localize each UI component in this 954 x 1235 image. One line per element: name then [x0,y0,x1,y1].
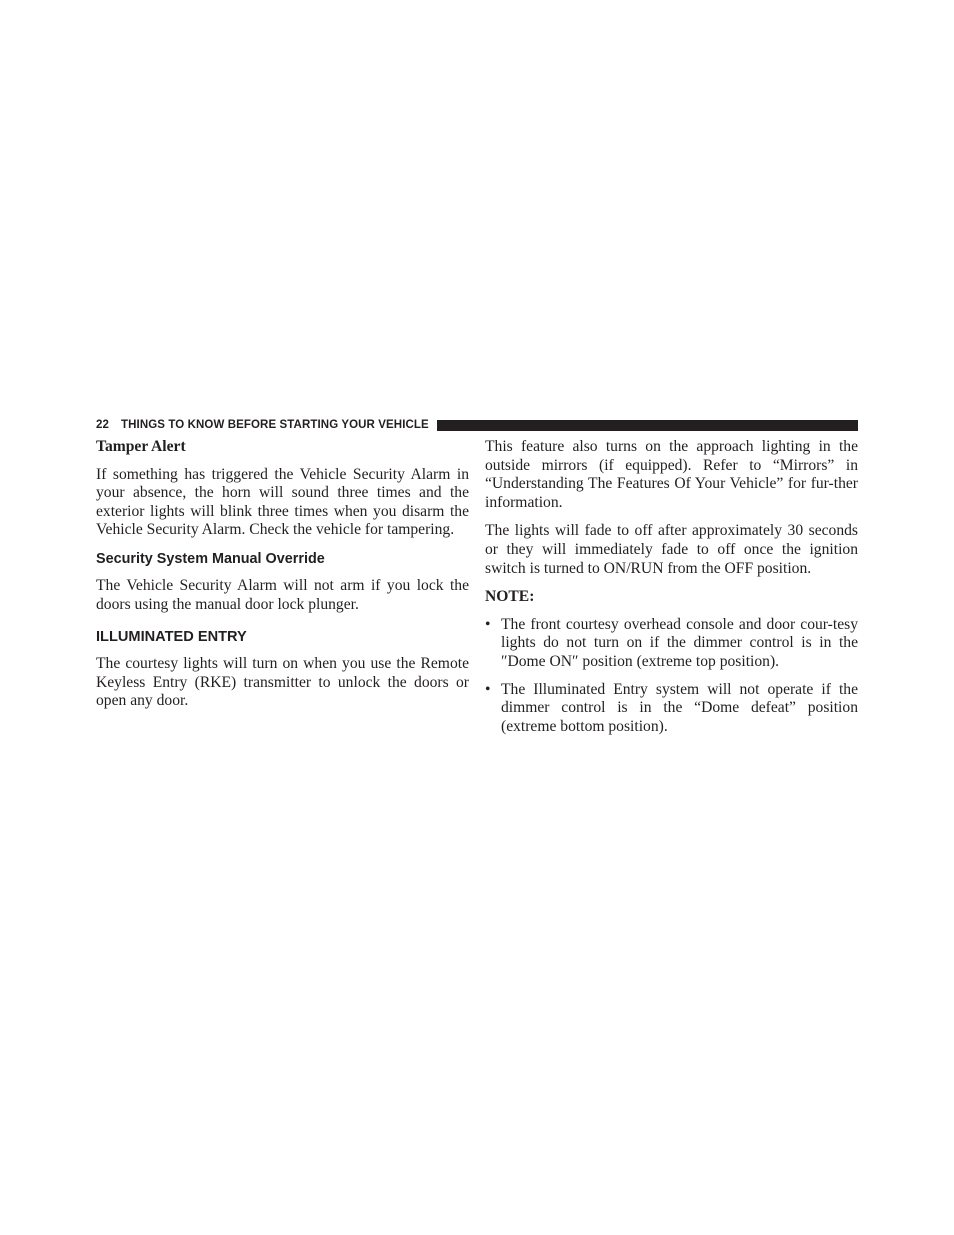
note-label: NOTE: [485,588,535,606]
bullet-icon: • [485,615,491,633]
note-bullet-list [485,616,858,737]
manual-override-paragraph: The Vehicle Security Alarm will not arm if you lock the doors using the manual door lock plunger. [96,576,469,613]
bullet-text: The Illuminated Entry system will not operate if the dimmer control is in the “Dome defeat” position (extreme bottom position). [501,680,858,735]
list-item [485,616,858,672]
tamper-alert-heading: Tamper Alert [96,438,186,455]
page-number: 22 [96,419,109,431]
illuminated-entry-heading: ILLUMINATED ENTRY [96,629,247,646]
approach-lighting-paragraph: This feature also turns on the approach lighting in the outside mirrors (if equipped). Refer to “Mirrors” in “Understanding The Features Of Your Vehicle” for fur-ther information. [485,438,858,511]
right-column [485,438,858,745]
fade-timing-paragraph: The lights will fade to off after approximately 30 seconds or they will immediately fade to off once the ignition switch is turned to ON/RUN from the OFF position. [485,522,858,577]
list-item [485,681,858,737]
tamper-alert-paragraph: If something has triggered the Vehicle Security Alarm in your absence, the horn will sound three times and the exterior lights will blink three times when you disarm the Vehicle Security Alarm. Check the vehicle for tampering. [96,465,469,539]
bullet-icon: • [485,680,491,698]
left-column [96,438,469,721]
bullet-text: The front courtesy overhead console and door cour-tesy lights do not turn on if the dimmer control is in the ″Dome ON″ position (extreme top position). [501,615,858,670]
illuminated-entry-paragraph: The courtesy lights will turn on when you use the Remote Keyless Entry (RKE) transmitter to unlock the doors or open any door. [96,655,469,710]
page-header [96,417,858,433]
manual-override-heading: Security System Manual Override [96,550,325,567]
section-title: THINGS TO KNOW BEFORE STARTING YOUR VEHICLE [121,419,429,431]
header-rule-bar [437,420,858,431]
